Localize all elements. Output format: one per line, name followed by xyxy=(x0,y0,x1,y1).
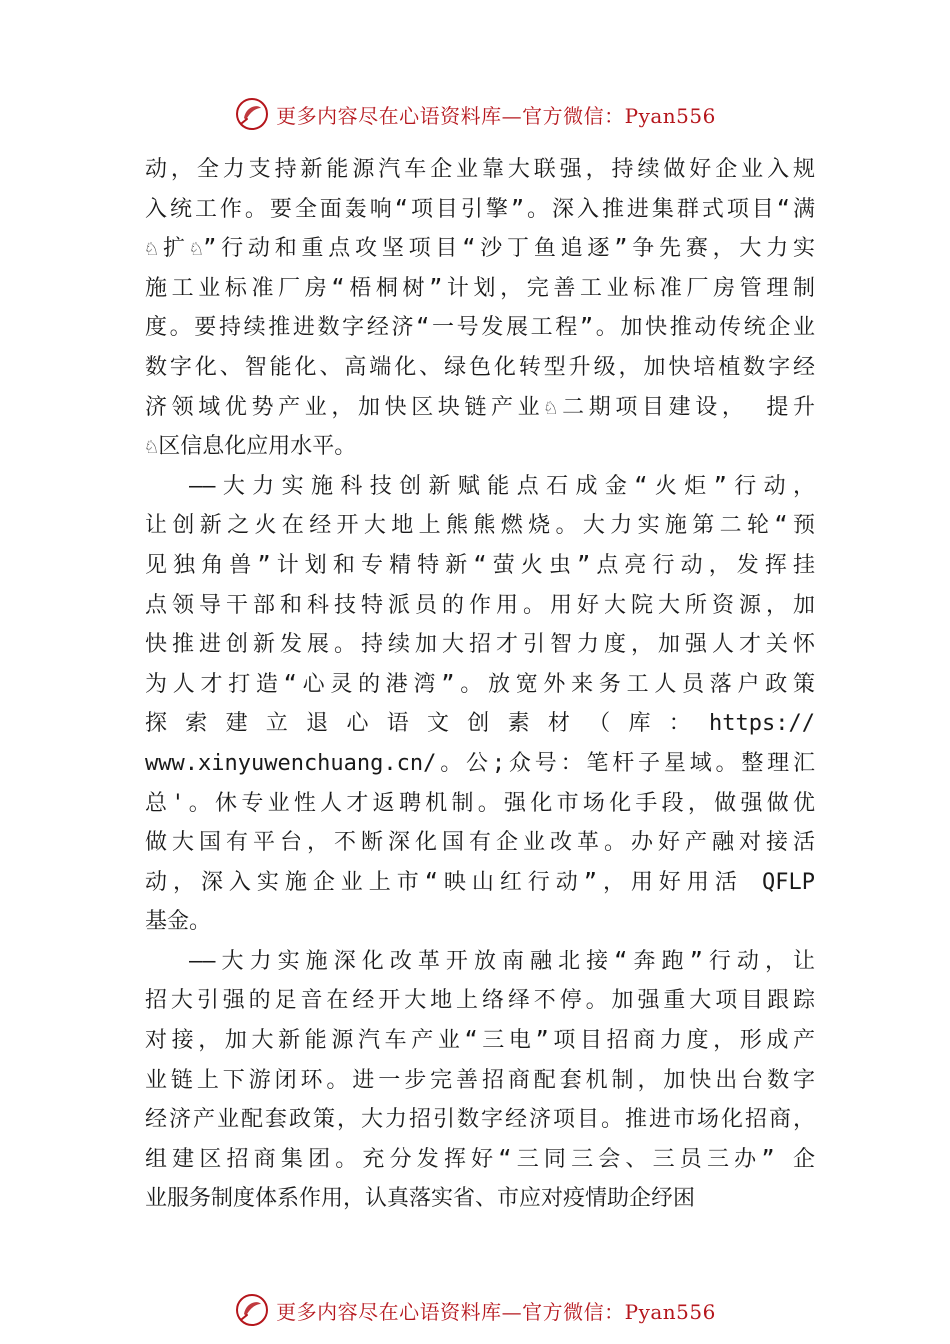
banner-text xyxy=(276,100,716,129)
text-line: 点领导干部和科技特派员的作用。用好大院大所资源，加 xyxy=(145,592,815,618)
banner-title: 更多内容尽在心语资料库—官方微信： xyxy=(276,103,625,128)
text-line: www.xinyuwenchuang.cn/。公;众号：笔杆子星域。整理汇 xyxy=(145,750,815,776)
text-line: 组建区招商集团。充分发挥好“三同三会、三员三办” 企 xyxy=(145,1146,815,1172)
text-line: 数字化、智能化、高端化、绿色化转型升级，加快培植数字经 xyxy=(145,354,815,380)
text-line: 见独角兽”计划和专精特新“萤火虫”点亮行动，发挥挂 xyxy=(145,552,815,578)
text-line: ——大力实施深化改革开放南融北接“奔跑”行动，让 xyxy=(189,948,815,974)
text-line: 为人才打造“心灵的港湾”。放宽外来务工人员落户政策 xyxy=(145,671,815,697)
text-line: 度。要持续推进数字经济“一号发展工程”。加快推动传统企业 xyxy=(145,315,815,341)
header-banner xyxy=(0,94,950,134)
text-line: 施工业标准厂房“梧桐树”计划，完善工业标准厂房管理制 xyxy=(145,275,815,301)
text-line: 动，全力支持新能源汽车企业靠大联强，持续做好企业入规 xyxy=(145,157,815,182)
text-line: 济领域优势产业，加快区块链产业♘二期项目建设， 提升 xyxy=(145,394,815,420)
text-line: ——大力实施科技创新赋能点石成金“火炬”行动， xyxy=(189,473,815,499)
text-line: 对接，加大新能源汽车产业“三电”项目招商力度，形成产 xyxy=(145,1028,815,1054)
text-line: 探索建立退心语文创素材（库：https:// xyxy=(145,711,815,737)
text-line: 做大国有平台，不断深化国有企业改革。办好产融对接活 xyxy=(145,830,815,856)
text-line: 让创新之火在经开大地上熊熊燃烧。大力实施第二轮“预 xyxy=(145,513,815,539)
text-line: ♘扩♘”行动和重点攻坚项目“沙丁鱼追逐”争先赛，大力实 xyxy=(145,236,815,262)
brain-leaf-logo-icon xyxy=(234,1292,270,1328)
wechat-id: Pyan556 xyxy=(624,103,716,128)
brain-leaf-logo-icon xyxy=(234,96,270,132)
document-body xyxy=(145,150,815,1219)
text-line: 招大引强的足音在经开大地上络绎不停。加强重大项目跟踪 xyxy=(145,988,815,1014)
text-line: 业链上下游闭环。进一步完善招商配套机制，加快出台数字 xyxy=(145,1067,815,1093)
text-line: ♘区信息化应用水平。 xyxy=(145,434,357,460)
banner-title: 更多内容尽在心语资料库—官方微信： xyxy=(276,1299,625,1324)
text-line: 业服务制度体系作用，认真落实省、市应对疫情助企纾困 xyxy=(145,1186,696,1212)
text-line: 经济产业配套政策，大力招引数字经济项目。推进市场化招商， xyxy=(145,1107,815,1133)
text-line: 入统工作。要全面轰响“项目引擎”。深入推进集群式项目“满 xyxy=(145,196,815,222)
footer-banner xyxy=(0,1290,950,1330)
text-line: 总'。休专业性人才返聘机制。强化市场化手段，做强做优 xyxy=(145,790,815,816)
text-line: 动，深入实施企业上市“映山红行动”，用好用活 QFLP xyxy=(145,869,815,895)
text-line: 快推进创新发展。持续加大招才引智力度，加强人才关怀 xyxy=(145,632,815,658)
wechat-id: Pyan556 xyxy=(624,1299,716,1324)
banner-text xyxy=(276,1296,716,1325)
text-line: 基金。 xyxy=(145,909,212,935)
